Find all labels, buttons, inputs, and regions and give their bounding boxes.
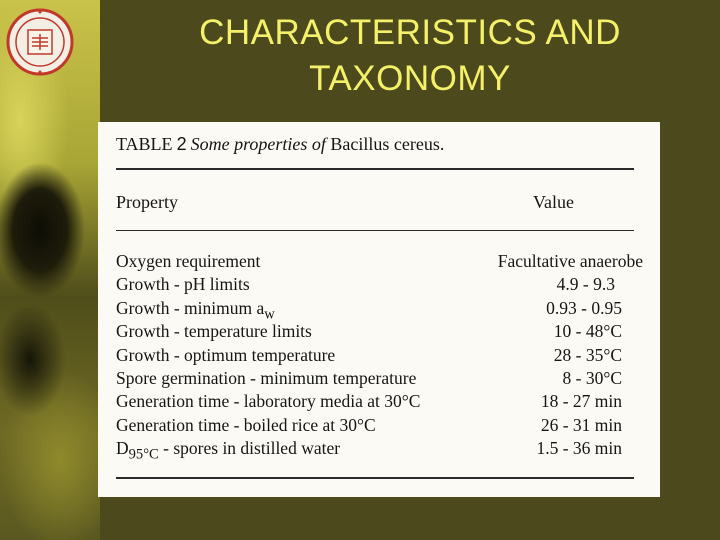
row-value: 18 - 27 min bbox=[540, 391, 622, 412]
row-property-subscript: 95°C bbox=[128, 446, 159, 463]
decorative-side-panel bbox=[0, 0, 100, 540]
row-property: Spore germination - minimum temperature bbox=[116, 367, 417, 388]
table-row bbox=[116, 320, 643, 343]
row-property-suffix: - spores in distilled water bbox=[158, 438, 341, 459]
table-caption bbox=[116, 134, 444, 155]
caption-italic: Some properties of bbox=[190, 134, 326, 154]
caption-subject: Bacillus cereus. bbox=[330, 134, 445, 154]
table-row bbox=[116, 390, 643, 413]
row-property-subscript: w bbox=[264, 306, 275, 323]
row-property: Growth - optimum temperature bbox=[116, 344, 336, 365]
table-row bbox=[116, 250, 643, 273]
row-value: 1.5 - 36 min bbox=[536, 438, 622, 459]
table-row bbox=[116, 344, 643, 367]
properties-table-image bbox=[98, 122, 660, 497]
row-property-main: D bbox=[116, 438, 129, 459]
row-property bbox=[116, 437, 340, 467]
table-row bbox=[116, 367, 643, 390]
row-property: Oxygen requirement bbox=[116, 251, 261, 271]
row-property: Growth - temperature limits bbox=[116, 321, 312, 342]
header-rule bbox=[116, 230, 634, 231]
caption-prefix: TABLE bbox=[116, 134, 173, 154]
table-row bbox=[116, 414, 643, 437]
table-row bbox=[116, 297, 643, 323]
row-value: Facultative anaerobe bbox=[497, 251, 643, 271]
row-property: Growth - pH limits bbox=[116, 274, 250, 295]
row-value: 28 - 35°C bbox=[553, 344, 622, 365]
slide-title-line-1: CHARACTERISTICS AND bbox=[199, 13, 621, 52]
table-row bbox=[116, 273, 643, 296]
row-value: 26 - 31 min bbox=[540, 414, 622, 435]
caption-number: 2 bbox=[176, 134, 187, 154]
row-value: 8 - 30°C bbox=[562, 367, 622, 388]
row-value: 10 - 48°C bbox=[553, 321, 622, 342]
row-property-main: Growth - minimum a bbox=[116, 297, 265, 318]
slide-title bbox=[150, 10, 670, 102]
top-rule bbox=[116, 168, 634, 170]
header-value: Value bbox=[533, 192, 574, 212]
row-property: Generation time - boiled rice at 30°C bbox=[116, 414, 376, 435]
row-value: 0.93 - 0.95 bbox=[546, 297, 622, 318]
table-row bbox=[116, 437, 643, 463]
row-value: 4.9 - 9.3 bbox=[556, 274, 615, 295]
table-body bbox=[116, 250, 643, 461]
row-property: Generation time - laboratory media at 30°C bbox=[116, 391, 421, 412]
bottom-rule bbox=[116, 477, 634, 479]
header-property: Property bbox=[116, 192, 178, 212]
university-seal-logo bbox=[6, 8, 74, 76]
slide-title-line-2: TAXONOMY bbox=[309, 59, 511, 98]
